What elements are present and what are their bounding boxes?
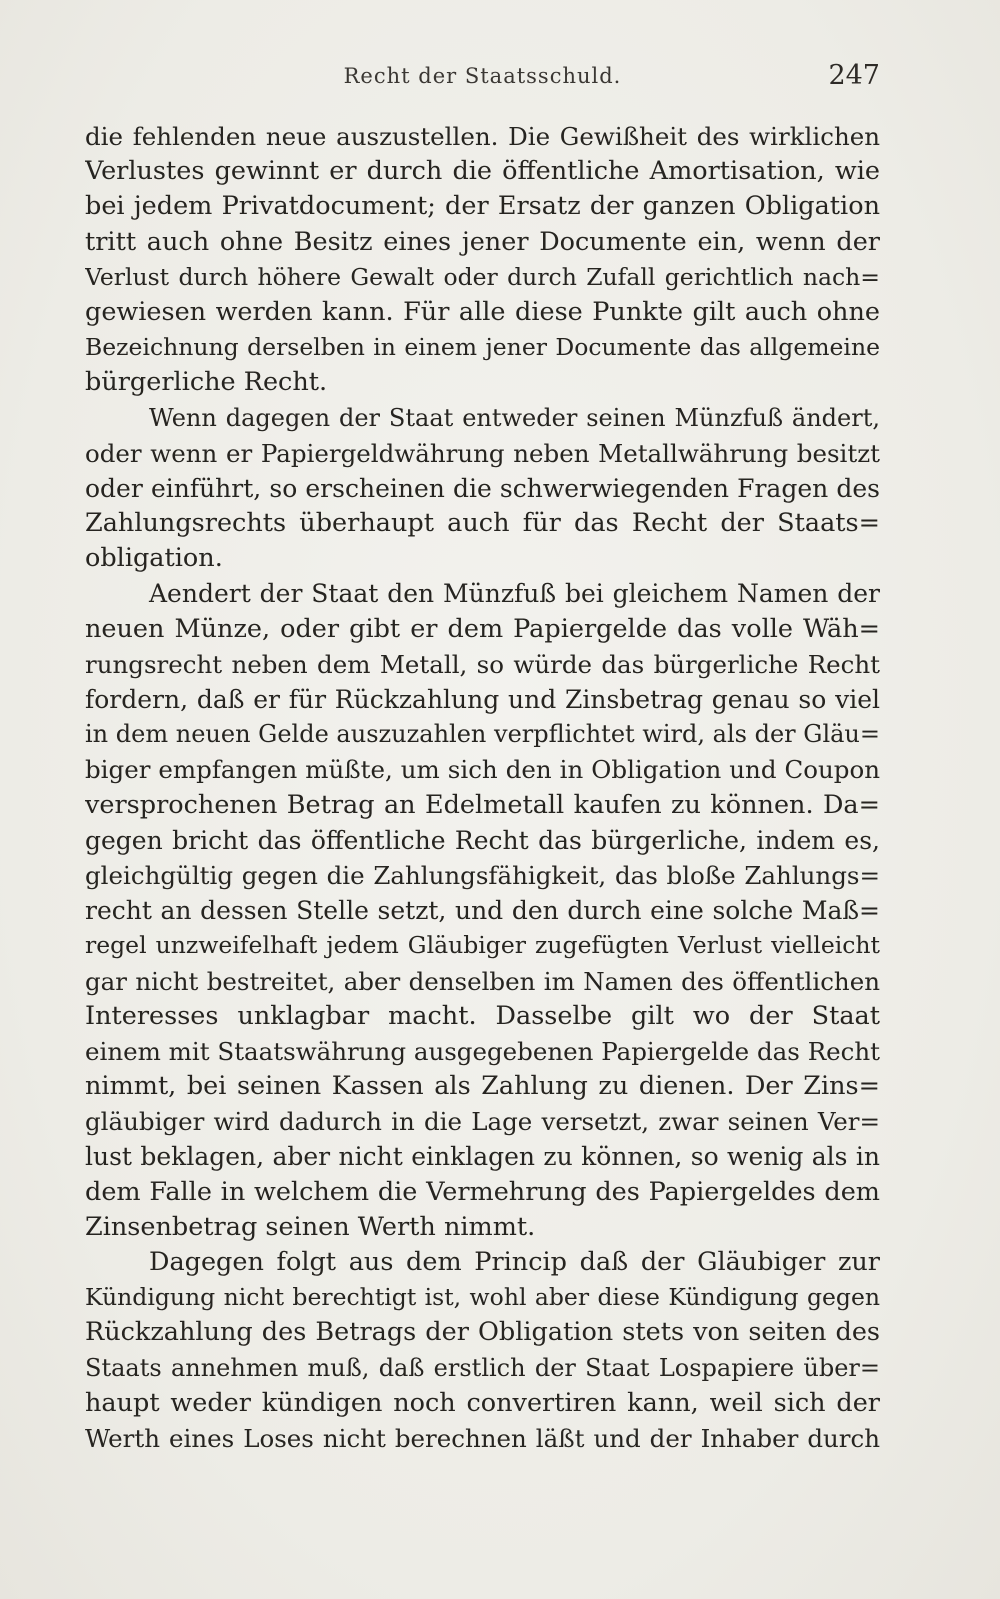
text-line: oder einführt, so erscheinen die schwerwiegenden Fragen des	[85, 473, 880, 503]
text-line: recht an dessen Stelle setzt, und den durch eine solche Maß=	[85, 896, 880, 926]
text-line: gegen bricht das öffentliche Recht das bürgerliche, indem es,	[85, 825, 880, 855]
text-line: bei jedem Privatdocument; der Ersatz der ganzen Obligation	[85, 191, 880, 222]
text-line: haupt weder kündigen noch convertiren kann, weil sich der	[85, 1387, 880, 1418]
text-line: fordern, daß er für Rückzahlung und Zinsbetrag genau so viel	[85, 685, 880, 714]
text-line: nimmt, bei seinen Kassen als Zahlung zu dienen. Der Zins=	[85, 1071, 880, 1102]
text-line: gläubiger wird dadurch in die Lage versetzt, zwar seinen Ver=	[85, 1107, 880, 1137]
text-line: oder wenn er Papiergeldwährung neben Metallwährung besitzt	[85, 438, 880, 468]
text-line: Dagegen folgt aus dem Princip daß der Gläubiger zur	[149, 1247, 880, 1277]
text-line: Verlustes gewinnt er durch die öffentliche Amortisation, wie	[85, 156, 880, 187]
text-line: tritt auch ohne Besitz eines jener Documente ein, wenn der	[85, 226, 880, 257]
text-line: Zinsenbetrag seinen Werth nimmt.	[85, 1211, 536, 1242]
text-line: obligation.	[85, 543, 223, 574]
text-line: dem Falle in welchem die Vermehrung des Papiergeldes dem	[85, 1176, 880, 1207]
text-line: Kündigung nicht berechtigt ist, wohl aber diese Kündigung gegen	[85, 1283, 880, 1312]
text-line: Wenn dagegen der Staat entweder seinen Münzfuß ändert,	[149, 403, 880, 432]
text-line: Zahlungsrechts überhaupt auch für das Recht der Staats=	[85, 508, 880, 539]
text-line: lust beklagen, aber nicht einklagen zu können, so wenig als in	[85, 1142, 880, 1172]
text-line: regel unzweifelhaft jedem Gläubiger zugefügten Verlust vielleicht	[85, 931, 880, 960]
text-line: in dem neuen Gelde auszuzahlen verpflichtet wird, als der Gläu=	[85, 720, 880, 749]
text-line: gar nicht bestreitet, aber denselben im Namen des öffentlichen	[85, 966, 880, 996]
text-line: Verlust durch höhere Gewalt oder durch Zufall gerichtlich nach=	[85, 262, 880, 291]
text-line: Rückzahlung des Betrags der Obligation stets von seiten des	[85, 1317, 880, 1348]
running-title: Recht der Staatsschuld.	[343, 64, 622, 88]
text-line: rungsrecht neben dem Metall, so würde das bürgerliche Recht	[85, 649, 880, 679]
text-line: gleichgültig gegen die Zahlungsfähigkeit, das bloße Zahlungs=	[85, 860, 880, 890]
text-line: biger empfangen müßte, um sich den in Obligation und Coupon	[85, 755, 880, 785]
text-line: Bezeichnung derselben in einem jener Documente das allgemeine	[85, 333, 880, 362]
text-line: gewiesen werden kann. Für alle diese Punkte gilt auch ohne	[85, 296, 880, 327]
text-line: versprochenen Betrag an Edelmetall kaufen zu können. Da=	[85, 789, 880, 820]
text-line: einem mit Staatswährung ausgegebenen Papiergelde das Recht	[85, 1036, 880, 1066]
text-line: Aendert der Staat den Münzfuß bei gleichem Namen der	[149, 579, 880, 609]
text-line: die fehlenden neue auszustellen. Die Gewißheit des wirklichen	[85, 122, 880, 151]
text-line: neuen Münze, oder gibt er dem Papiergelde das volle Wäh=	[85, 613, 880, 644]
page-number: 247	[828, 60, 880, 91]
running-head	[85, 60, 880, 94]
text-line: Werth eines Loses nicht berechnen läßt und der Inhaber durch	[85, 1423, 880, 1453]
text-line: Interesses unklagbar macht. Dasselbe gilt wo der Staat	[85, 1000, 880, 1031]
text-line: Staats annehmen muß, daß erstlich der Staat Lospapiere über=	[85, 1353, 880, 1382]
body-text	[85, 119, 880, 1456]
text-line: bürgerliche Recht.	[85, 367, 328, 398]
